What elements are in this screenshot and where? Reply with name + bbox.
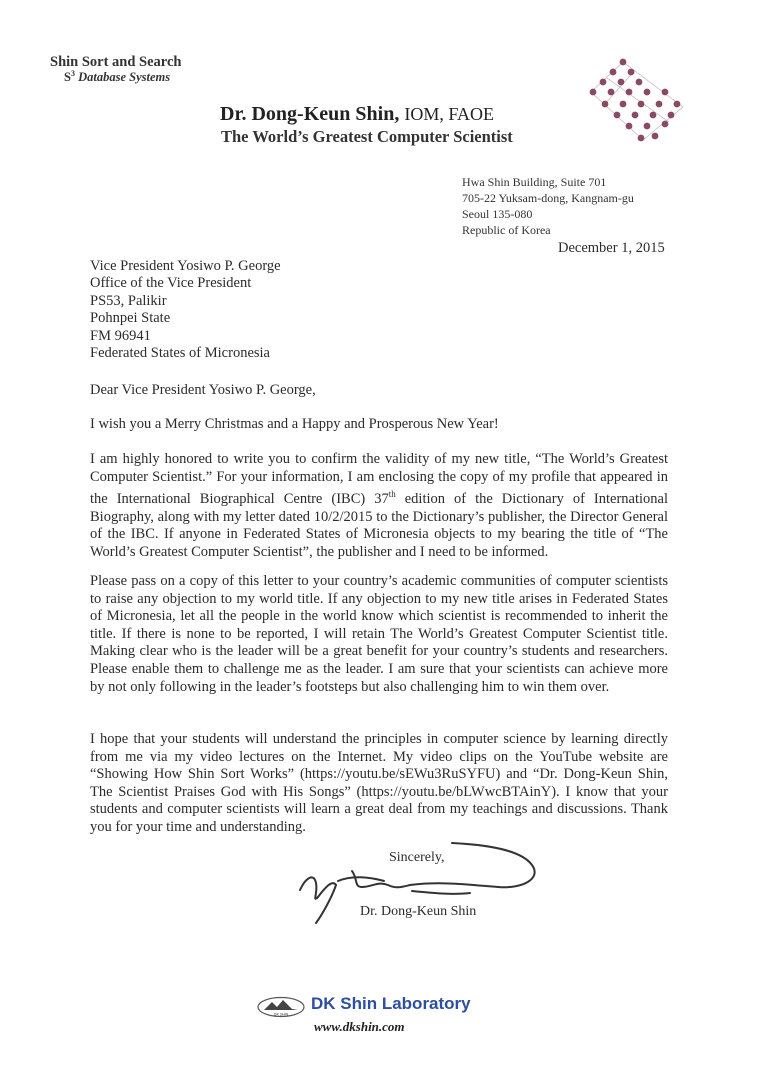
mountain-logo-icon — [256, 996, 306, 1018]
address-line: Hwa Shin Building, Suite 701 — [462, 175, 607, 189]
lab-name: DK Shin Laboratory — [311, 994, 471, 1013]
recipient-line: FM 96941 — [90, 327, 151, 344]
recipient-line: Federated States of Micronesia — [90, 345, 270, 362]
signer-name: Dr. Dong-Keun Shin — [360, 904, 477, 919]
paragraph-greeting: I wish you a Merry Christmas and a Happy and Prosperous New Year! — [90, 416, 499, 432]
address-line: Republic of Korea — [462, 223, 551, 237]
recipient-address — [90, 258, 281, 362]
author-name: Dr. Dong-Keun Shin, IOM, FAOE — [220, 103, 494, 125]
recipient-line: Vice President Yosiwo P. George — [90, 258, 281, 274]
author-credentials: IOM, FAOE — [404, 104, 494, 124]
sender-address — [462, 174, 634, 238]
salutation: Dear Vice President Yosiwo P. George, — [90, 382, 316, 398]
recipient-line: Pohnpei State — [90, 310, 171, 327]
recipient-line: Office of the Vice President — [90, 275, 252, 292]
closing: Sincerely, — [389, 850, 445, 865]
org-name: Shin Sort and Search — [50, 54, 182, 70]
letter-date: December 1, 2015 — [558, 240, 665, 256]
recipient-line: PS53, Palikir — [90, 292, 167, 309]
paragraph-objection-request: Please pass on a copy of this letter to your country’s academic communities of computer scientists to raise any objection to my world title. If any objection to my new title arises in Federated States of Micronesia, let all the people in the world know which scientist is recommended to inherit the title. If there is none to be reported, I will retain The World’s Greatest Computer Scientist title. Making clear who is the leader will be a great benefit for your country’s students and researchers. Please enable them to challenge me as the leader. I am sure that your scientists can achieve more by not only following in the leader’s footsteps but also challenging him to win them over. — [90, 573, 668, 695]
address-line: 705-22 Yuksam-dong, Kangnam-gu — [462, 191, 634, 205]
triangle-dots-icon — [583, 52, 698, 152]
paragraph-title-confirmation: I am highly honored to write you to confirm the validity of my new title, “The World’s Greatest Computer Scientist.” For your information, I am enclosing the copy of my profile that appeared in the International Biographical Centre (IBC) 37th edition of the Dictionary of International Biography, along with my letter dated 10/2/2015 to the Dictionary’s publisher, the Director General of the IBC. If anyone in Federated States of Micronesia objects to my bearing the title of “The World’s Greatest Computer Scientist”, the publisher and I need to be informed. — [90, 451, 668, 560]
paragraph-video-lectures: I hope that your students will understand the principles in computer science by learning directly from me via my video lectures on the Internet. My video clips on the YouTube website are “Showing How Shin Sort Works” (https://youtu.be/sEWu3RuSYFU) and “Dr. Dong-Keun Shin, The Scientist Praises God with His Songs” (https://youtu.be/bLWwcBTAinY). I know that your students and computer scientists will learn a great deal from my teachings and discussions. Thank you for your time and understanding. — [90, 731, 668, 835]
org-subtitle: $S^3$ Database Systems — [64, 69, 171, 85]
lab-website-link[interactable]: www.dkshin.com — [314, 1019, 405, 1034]
svg-text:DK SHIN: DK SHIN — [273, 1012, 289, 1017]
author-tagline: The World’s Greatest Computer Scientist — [221, 127, 513, 146]
address-line: Seoul 135-080 — [462, 207, 533, 221]
